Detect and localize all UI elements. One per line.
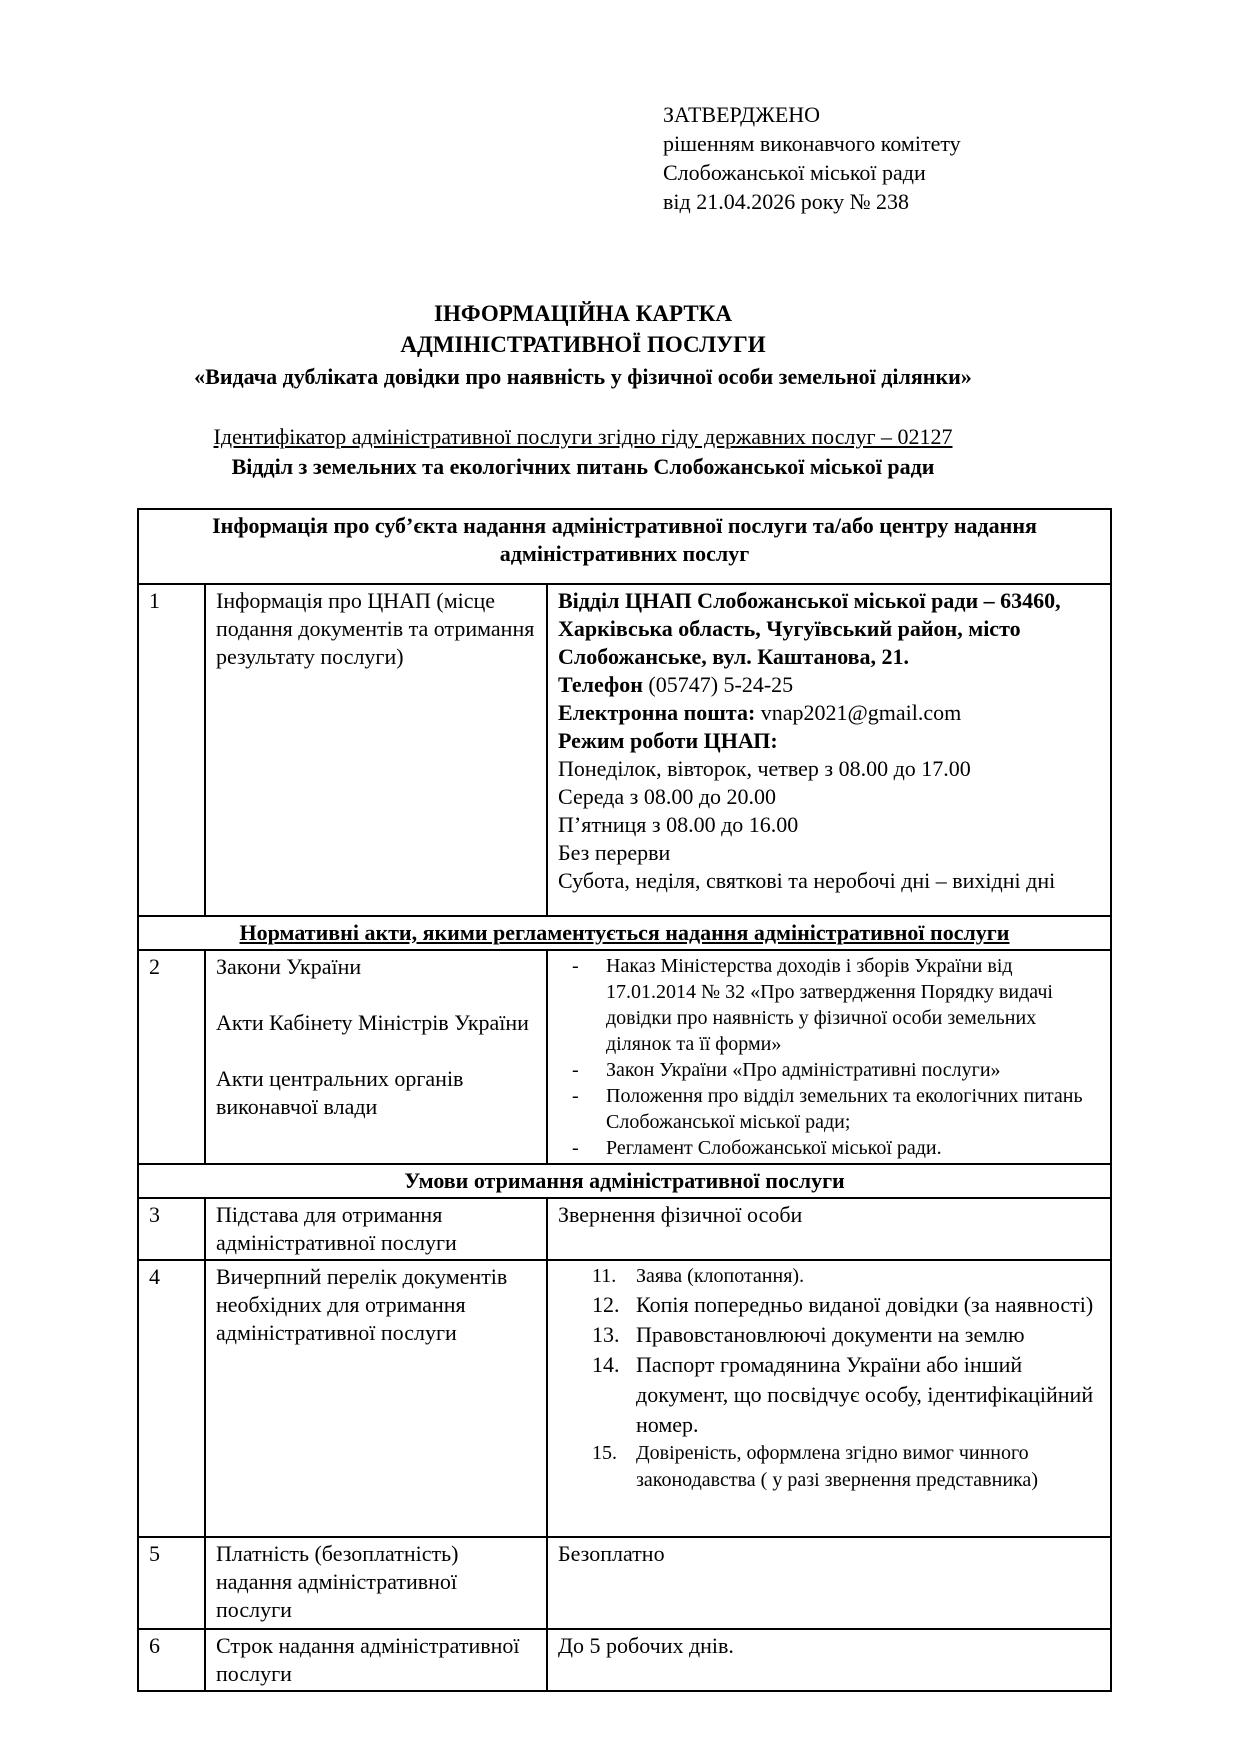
department-name: Відділ з земельних та екологічних питань Слобожанської міської ради [231, 454, 935, 479]
document-item-text: Довіреність, оформлена згідно вимог чинного законодавства ( у разі звернення представника) [636, 1442, 1038, 1491]
row-number-3: 3 [138, 1198, 205, 1260]
section-header-subject-info: Інформація про суб’єкта надання адміністративної послуги та/або центру надання адміністративних послуг [138, 509, 1111, 584]
basis-label-cell: Підстава для отримання адміністративної послуги [205, 1198, 547, 1260]
legal-label-laws: Закони України [216, 954, 362, 979]
info-table [137, 508, 1112, 1692]
cnap-label-cell: Інформація про ЦНАП (місце подання документів та отримання результату послуги) [205, 584, 547, 916]
row-number-4: 4 [138, 1260, 205, 1537]
row-number-1: 1 [138, 584, 205, 916]
email-label: Електронна пошта: [558, 700, 756, 725]
document-item-number: 13. [592, 1322, 620, 1347]
service-identifier: Ідентифікатор адміністративної послуги згідно гіду державних послуг – 02127 [213, 424, 953, 449]
document-item-number: 11. [592, 1265, 617, 1287]
row-number-2: 2 [138, 950, 205, 1164]
act-item [558, 953, 1100, 1057]
document-item-text: Паспорт громадянина України або інший документ, що посвідчує особу, ідентифікаційний номер. [636, 1352, 1094, 1437]
document-item [592, 1350, 1100, 1440]
payment-label-cell: Платність (безоплатність) надання адміністративної послуги [205, 1537, 547, 1629]
email-value: vnap2021@gmail.com [755, 700, 962, 725]
documents-label-cell: Вичерпний перелік документів необхідних для отримання адміністративної послуги [205, 1260, 547, 1537]
document-item-text: Заява (клопотання). [636, 1265, 805, 1287]
dash-bullet: - [572, 1137, 579, 1159]
table-row-legal-acts [138, 950, 1111, 1164]
approval-line-4: від 21.04.2026 року № 238 [663, 189, 910, 214]
table-row-cnap-info [138, 584, 1111, 916]
payment-value-cell: Безоплатно [547, 1537, 1111, 1629]
acts-list [558, 953, 1100, 1161]
document-item-text: Копія попередньо виданої довідки (за наявності) [636, 1292, 1094, 1317]
dash-bullet: - [572, 1085, 579, 1107]
schedule-line-1: Понеділок, вівторок, четвер з 08.00 до 17.00 [558, 756, 971, 781]
document-item-number: 12. [592, 1292, 620, 1317]
row-number-5: 5 [138, 1537, 205, 1629]
documents-value-cell [547, 1260, 1111, 1537]
cnap-value-cell [547, 584, 1111, 916]
document-item-number: 15. [592, 1442, 617, 1464]
term-value-cell: До 5 робочих днів. [547, 1629, 1111, 1691]
heading-block [137, 298, 1029, 482]
document-item-number: 14. [592, 1352, 620, 1377]
table-row-basis [138, 1198, 1111, 1260]
schedule-line-3: П’ятниця з 08.00 до 16.00 [558, 812, 799, 837]
legal-label-central-acts: Акти центральних органів виконавчої влади [216, 1066, 464, 1119]
approval-line-2: рішенням виконавчого комітету [663, 131, 961, 156]
documents-list [592, 1263, 1100, 1494]
dash-bullet: - [572, 1059, 579, 1081]
section-header-normative-acts-text: Нормативні акти, якими регламентується надання адміністративної послуги [239, 920, 1010, 945]
section-header-conditions: Умови отримання адміністративної послуги [138, 1164, 1111, 1198]
act-item [558, 1083, 1100, 1135]
approval-line-1: ЗАТВЕРДЖЕНО [663, 102, 821, 127]
act-text-4: Регламент Слобожанської міської ради. [606, 1137, 942, 1159]
act-text-1: Наказ Міністерства доходів і зборів України від 17.01.2014 № 32 «Про затвердження Порядку видачі довідки про наявність у фізичної особи земельних ділянок та її форми» [606, 955, 1053, 1055]
phone-label: Телефон [558, 672, 643, 697]
legal-label-cell [205, 950, 547, 1164]
schedule-line-5: Субота, неділя, святкові та неробочі дні – вихідні дні [558, 868, 1056, 893]
document-item [592, 1320, 1100, 1350]
term-label-cell: Строк надання адміністративної послуги [205, 1629, 547, 1691]
document-item [592, 1263, 1100, 1290]
document-item [592, 1290, 1100, 1320]
schedule-label: Режим роботи ЦНАП: [558, 728, 778, 753]
schedule-line-4: Без перерви [558, 840, 671, 865]
document-item-text: Правовстановлюючі документи на землю [636, 1322, 1025, 1347]
section-row-conditions [138, 1164, 1111, 1198]
doc-subtitle: «Видача дубліката довідки про наявність у фізичної особи земельної ділянки» [194, 364, 972, 389]
document-item [592, 1440, 1100, 1494]
cnap-phone-line [558, 671, 1100, 699]
table-row-payment [138, 1537, 1111, 1629]
approval-block [663, 100, 961, 216]
cnap-email-line [558, 699, 1100, 727]
section-row-subject-info [138, 509, 1111, 584]
basis-value-cell: Звернення фізичної особи [547, 1198, 1111, 1260]
legal-value-cell [547, 950, 1111, 1164]
approval-line-3: Слобожанської міської ради [663, 160, 926, 185]
act-text-3: Положення про відділ земельних та екологічних питань Слобожанської міської ради; [606, 1085, 1083, 1133]
cnap-address: Відділ ЦНАП Слобожанської міської ради – 63460, Харківська область, Чугуївський район, місто Слобожанське, вул. Каштанова, 21. [558, 588, 1061, 669]
table-row-documents [138, 1260, 1111, 1537]
table-row-term [138, 1629, 1111, 1691]
doc-title-line-2: АДМІНІСТРАТИВНОЇ ПОСЛУГИ [400, 332, 766, 357]
schedule-line-2: Середа з 08.00 до 20.00 [558, 784, 777, 809]
phone-value: (05747) 5-24-25 [642, 672, 794, 697]
section-row-normative-acts [138, 916, 1111, 950]
dash-bullet: - [572, 955, 579, 977]
act-text-2: Закон України «Про адміністративні послуги» [606, 1059, 1001, 1081]
act-item [558, 1057, 1100, 1083]
row-number-6: 6 [138, 1629, 205, 1691]
act-item [558, 1135, 1100, 1161]
section-header-normative-acts [138, 916, 1111, 950]
doc-title-line-1: ІНФОРМАЦІЙНА КАРТКА [434, 301, 732, 326]
legal-label-cabinet-acts: Акти Кабінету Міністрів України [216, 1010, 529, 1035]
